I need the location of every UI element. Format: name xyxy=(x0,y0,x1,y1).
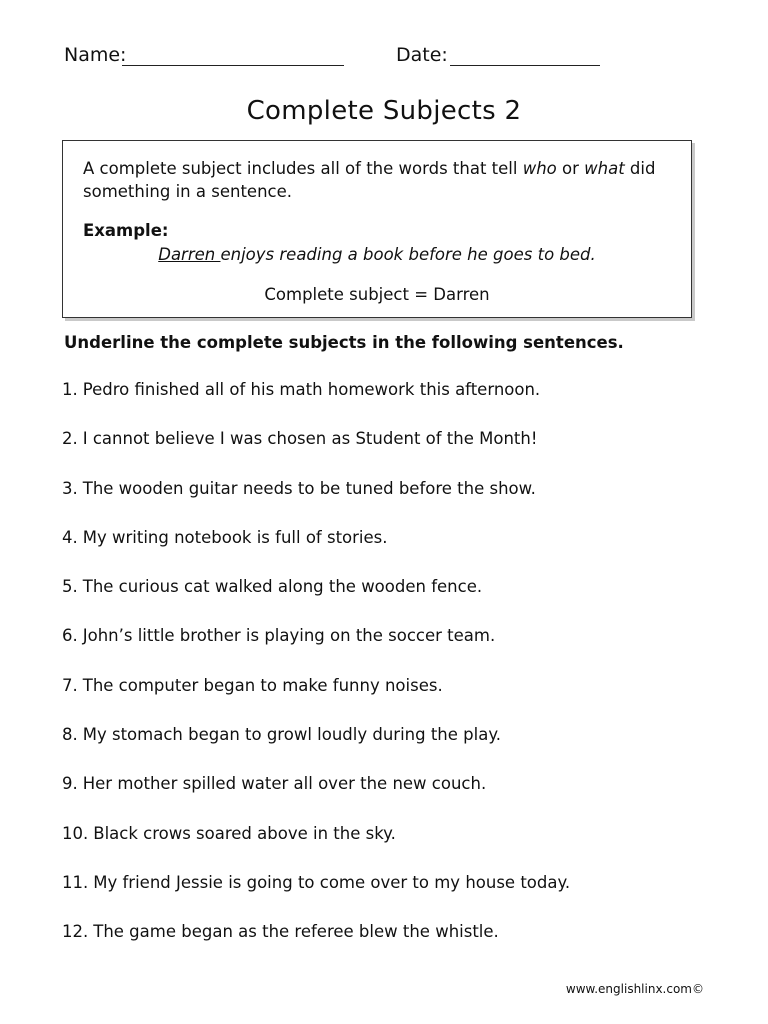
item-number: 11. xyxy=(62,872,89,892)
footer-credit: www.englishlinx.com© xyxy=(565,982,704,996)
item-text: John’s little brother is playing on the soccer team. xyxy=(82,626,496,646)
definition-or: or xyxy=(556,159,585,178)
item-text: Her mother spilled water all over the new couch. xyxy=(82,774,487,794)
example-predicate: enjoys reading a book before he goes to bed. xyxy=(220,245,596,264)
example-heading: Example: xyxy=(83,221,169,240)
item-text: My friend Jessie is going to come over to my house today. xyxy=(93,872,571,892)
date-blank-line xyxy=(450,65,600,66)
item-text: My writing notebook is full of stories. xyxy=(82,527,388,547)
list-item xyxy=(62,676,570,725)
item-text: The game began as the referee blew the whistle. xyxy=(93,922,499,942)
item-text: Black crows soared above in the sky. xyxy=(93,823,396,843)
definition-who: who xyxy=(522,159,557,178)
list-item xyxy=(62,429,570,478)
list-item xyxy=(62,577,570,626)
sentence-list xyxy=(62,380,570,972)
item-text: The curious cat walked along the wooden fence. xyxy=(82,577,483,597)
item-number: 9. xyxy=(62,774,78,794)
info-box xyxy=(62,140,692,318)
item-number: 3. xyxy=(62,478,78,498)
item-number: 10. xyxy=(62,823,89,843)
item-number: 4. xyxy=(62,527,78,547)
list-item xyxy=(62,528,570,577)
list-item xyxy=(62,824,570,873)
list-item xyxy=(62,774,570,823)
item-text: The wooden guitar needs to be tuned before the show. xyxy=(82,478,536,498)
definition-what: what xyxy=(584,159,625,178)
name-label: Name: xyxy=(64,44,127,66)
item-number: 12. xyxy=(62,922,89,942)
item-text: The computer began to make funny noises. xyxy=(82,675,443,695)
list-item xyxy=(62,922,570,971)
item-text: Pedro finished all of his math homework this afternoon. xyxy=(82,380,541,399)
item-text: My stomach began to growl loudly during the play. xyxy=(82,725,501,745)
definition-part1: A complete subject includes all of the words that tell xyxy=(83,159,523,178)
definition-part2: did something in a sentence. xyxy=(83,159,656,201)
item-text: I cannot believe I was chosen as Student of the Month! xyxy=(82,429,538,449)
list-item xyxy=(62,725,570,774)
list-item xyxy=(62,479,570,528)
item-number: 5. xyxy=(62,577,78,597)
name-blank-line xyxy=(122,65,344,66)
list-item xyxy=(62,626,570,675)
list-item xyxy=(62,873,570,922)
definition-text xyxy=(83,157,687,203)
header-row xyxy=(64,44,728,74)
list-item xyxy=(62,380,570,429)
item-number: 8. xyxy=(62,725,78,745)
worksheet-title: Complete Subjects 2 xyxy=(246,96,522,126)
date-label: Date: xyxy=(396,44,448,66)
item-number: 2. xyxy=(62,429,78,449)
example-subject: Darren xyxy=(158,245,221,264)
example-answer: Complete subject = Darren xyxy=(264,285,490,304)
item-number: 7. xyxy=(62,675,78,695)
example-sentence xyxy=(63,245,691,264)
item-number: 6. xyxy=(62,626,78,646)
instructions: Underline the complete subjects in the following sentences. xyxy=(64,333,624,352)
item-number: 1. xyxy=(62,380,78,399)
